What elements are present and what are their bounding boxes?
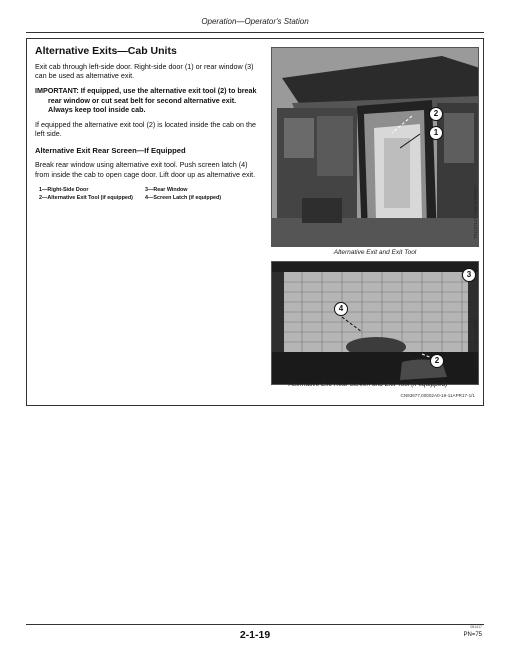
callout-2-fig2: 2 (430, 354, 444, 368)
section-title: Alternative Exits—Cab Units (35, 45, 177, 57)
figure-cab-exterior (271, 47, 479, 247)
cab-exterior-illustration (272, 48, 479, 247)
header-title: Operation—Operator's Station (201, 17, 309, 26)
fig1-code: TX1237147—UN—07APR17 (473, 184, 478, 239)
footer-pn: PN=75 (463, 631, 482, 638)
footer-small-code: 051417 (470, 625, 482, 629)
intro-paragraph: Exit cab through left-side door. Right-side door (1) or rear window (3) can be used as alternative exit. (35, 62, 254, 81)
fig2-caption: Alternative Exit Rear Screen and Exit Tool (if equipped) (288, 381, 448, 388)
important-note: IMPORTANT: If equipped, use the alternative exit tool (2) to break rear window or cut seat belt for second alternative exit. Always keep tool inside cab. (35, 86, 257, 114)
callout-legend (35, 187, 257, 227)
rear-screen-illustration (272, 262, 479, 385)
rear-screen-paragraph: Break rear window using alternative exit tool. Push screen latch (4) from inside the cab to open cage door. Lift door up as alternative exit. (35, 160, 256, 179)
content-box (26, 38, 484, 406)
tool-location-paragraph: If equipped the alternative exit tool (2) is located inside the cab on the left side. (35, 120, 256, 139)
fig1-caption: Alternative Exit and Exit Tool (333, 249, 417, 256)
legend-item-4: 4—Screen Latch (if equipped) (145, 194, 222, 201)
legend-item-3: 3—Rear Window (145, 186, 188, 193)
page-number: 2-1-19 (239, 629, 271, 641)
rear-screen-heading: Alternative Exit Rear Screen—If Equipped (35, 146, 186, 156)
fig2-code: TX1232757—UN—12JUN17 (473, 317, 478, 371)
callout-2-fig1: 2 (429, 107, 443, 121)
callout-3-fig2: 3 (462, 268, 476, 282)
callout-1-fig1: 1 (429, 126, 443, 140)
footer-right-block (463, 626, 482, 638)
legend-item-1: 1—Right-Side Door (39, 186, 89, 193)
footer-rule (26, 624, 484, 625)
figure-rear-screen (271, 261, 479, 385)
legend-item-2: 2—Alternative Exit Tool (if equipped) (39, 194, 133, 201)
document-code: CN93677,00002A0-19-11APR17-1/1 (400, 393, 475, 398)
callout-4-fig2: 4 (334, 302, 348, 316)
header-rule (26, 32, 484, 33)
text-column (35, 45, 257, 227)
